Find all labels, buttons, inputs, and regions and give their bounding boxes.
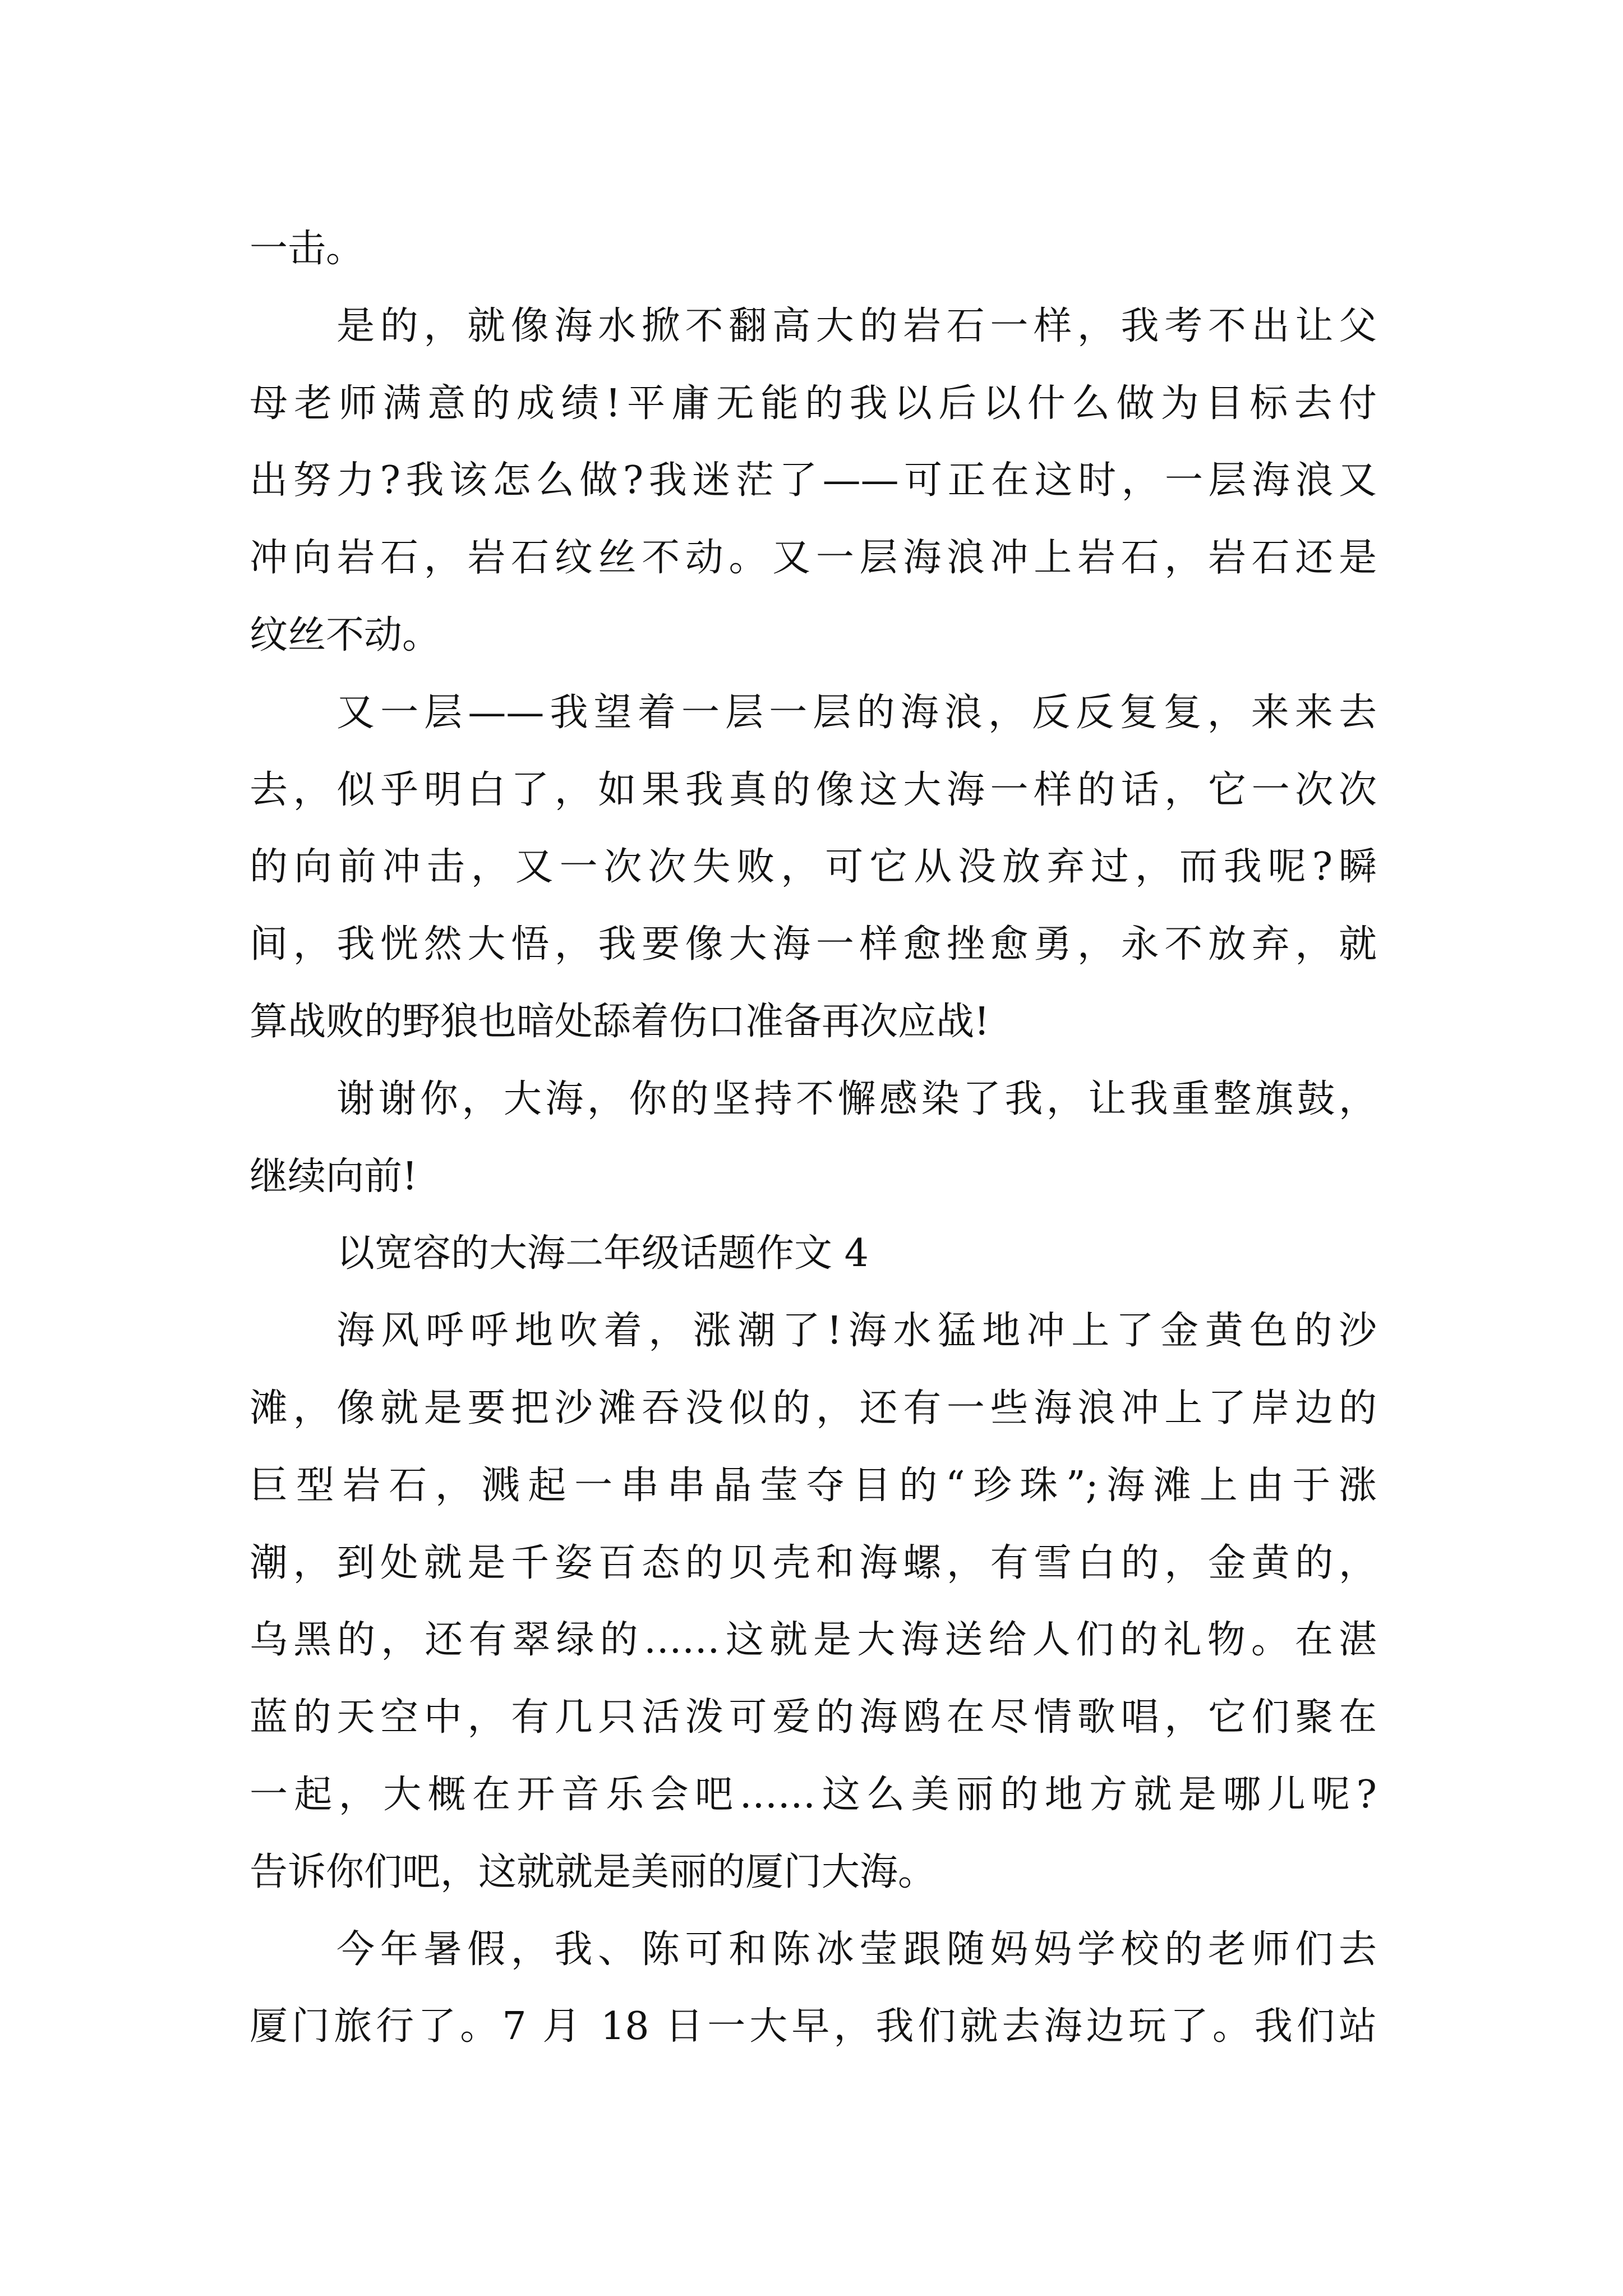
paragraph-start-line: 是的，就像海水掀不翻高大的岩石一样，我考不出让父: [336, 303, 1377, 348]
text-line: 的向前冲击，又一次次失败，可它从没放弃过，而我呢?瞬: [250, 845, 1377, 890]
paragraph-start-line: 谢谢你，大海，你的坚持不懈感染了我，让我重整旗鼓，: [336, 1076, 1377, 1121]
paragraph-start-line: 海风呼呼地吹着，涨潮了!海水猛地冲上了金黄色的沙: [336, 1309, 1377, 1354]
text-line: 一击。: [250, 227, 365, 271]
text-line: 出努力?我该怎么做?我迷茫了——可正在这时，一层海浪又: [250, 458, 1377, 503]
text-line: 继续向前!: [250, 1154, 418, 1199]
text-line: 母老师满意的成绩!平庸无能的我以后以什么做为目标去付: [250, 381, 1377, 426]
text-line: 冲向岩石，岩石纹丝不动。又一层海浪冲上岩石，岩石还是: [250, 536, 1377, 581]
text-line: 间，我恍然大悟，我要像大海一样愈挫愈勇，永不放弃，就: [250, 922, 1377, 967]
text-line: 去，似乎明白了，如果我真的像这大海一样的话，它一次次: [250, 767, 1377, 812]
text-line: 潮，到处就是千姿百态的贝壳和海螺，有雪白的，金黄的，: [250, 1540, 1377, 1585]
text-line: 一起，大概在开音乐会吧……这么美丽的地方就是哪儿呢?: [250, 1772, 1377, 1817]
paragraph-start-line: 今年暑假，我、陈可和陈冰莹跟随妈妈学校的老师们去: [336, 1927, 1377, 1972]
text-line: 巨型岩石，溅起一串串晶莹夺目的“珍珠”;海滩上由于涨: [250, 1463, 1377, 1508]
text-line: 算战败的野狼也暗处舔着伤口准备再次应战!: [250, 999, 990, 1044]
text-line: 滩，像就是要把沙滩吞没似的，还有一些海浪冲上了岸边的: [250, 1386, 1377, 1430]
text-line: 厦门旅行了。7 月 18 日一大早，我们就去海边玩了。我们站: [250, 2004, 1377, 2049]
text-line: 纹丝不动。: [250, 613, 441, 657]
text-line: 告诉你们吧，这就就是美丽的厦门大海。: [250, 1849, 937, 1894]
text-line: 乌黑的，还有翠绿的……这就是大海送给人们的礼物。在湛: [250, 1618, 1377, 1663]
section-heading: 以宽容的大海二年级话题作文 4: [336, 1231, 869, 1276]
text-line: 蓝的天空中，有几只活泼可爱的海鸥在尽情歌唱，它们聚在: [250, 1695, 1377, 1740]
essay-body: [250, 210, 1377, 2065]
paragraph-start-line: 又一层——我望着一层一层的海浪，反反复复，来来去: [336, 690, 1377, 735]
